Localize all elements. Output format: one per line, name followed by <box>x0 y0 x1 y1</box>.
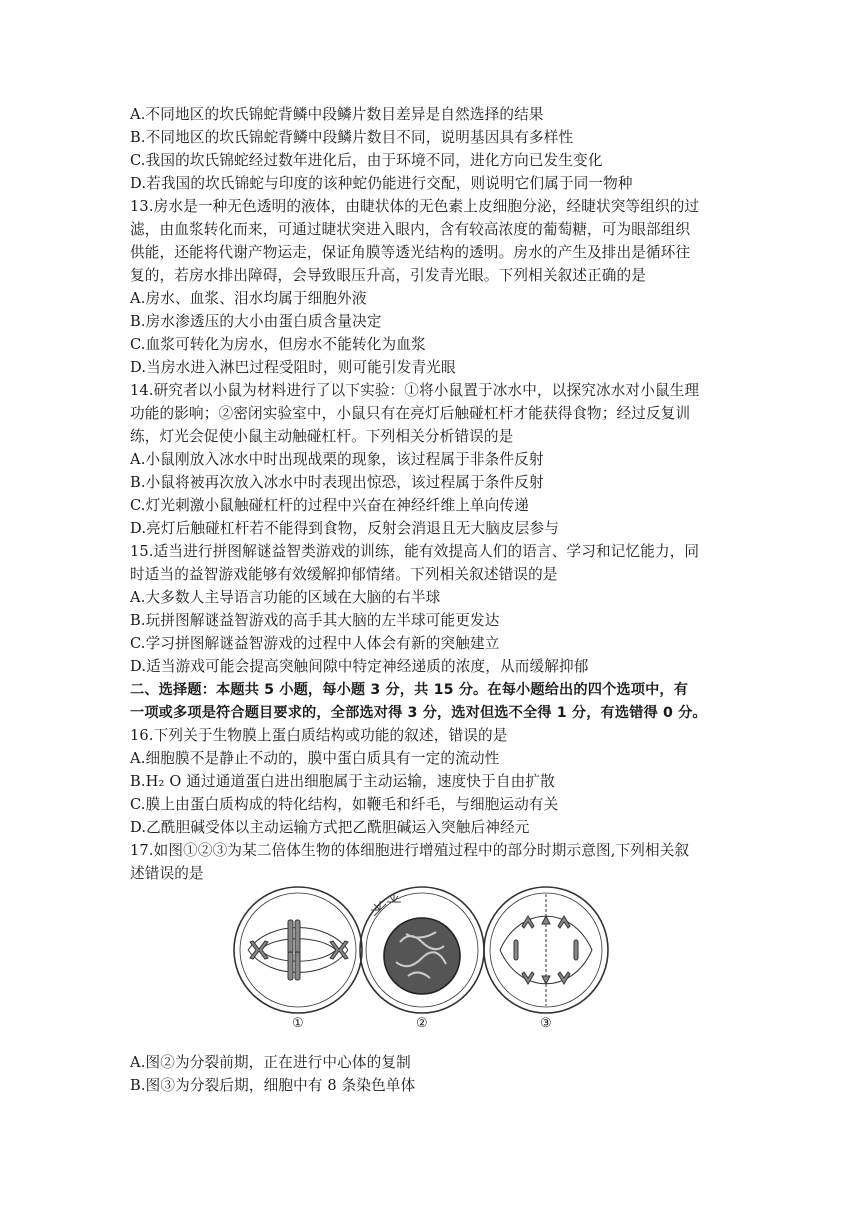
option-15a: A.大多数人主导语言功能的区域在大脑的右半球 <box>130 589 441 606</box>
option-12b: B.不同地区的坎氏锦蛇背鳞中段鳞片数目不同，说明基因具有多样性 <box>130 129 574 146</box>
cell-division-figure <box>230 880 610 1040</box>
question-14-line-3: 练，灯光会促使小鼠主动触碰杠杆。下列相关分析错误的是 <box>130 428 514 445</box>
section-2-heading-line-1: 二、选择题：本题共 5 小题，每小题 3 分，共 15 分。在每小题给出的四个选项中，有 <box>130 682 689 698</box>
option-14c: C.灯光刺激小鼠触碰杠杆的过程中兴奋在神经纤维上单向传递 <box>130 497 529 514</box>
cell-3-anaphase <box>484 887 608 1013</box>
figure-label-1: ① <box>292 1016 304 1031</box>
question-17-line-2: 述错误的是 <box>130 865 204 882</box>
option-13c: C.血浆可转化为房水，但房水不能转化为血浆 <box>130 336 426 353</box>
option-15d: D.适当游戏可能会提高突触间隙中特定神经递质的浓度，从而缓解抑郁 <box>130 658 589 675</box>
option-16d: D.乙酰胆碱受体以主动运输方式把乙酰胆碱运入突触后神经元 <box>130 819 530 836</box>
option-14d: D.亮灯后触碰杠杆若不能得到食物，反射会消退且无大脑皮层参与 <box>130 520 559 537</box>
option-16b: B.H₂ O 通过通道蛋白进出细胞属于主动运输，速度快于自由扩散 <box>130 773 555 790</box>
question-17-line-1: 17.如图①②③为某二倍体生物的体细胞进行增殖过程中的部分时期示意图,下列相关叙 <box>130 842 690 859</box>
cell-1-metaphase <box>234 887 362 1013</box>
question-13-line-3: 供能，还能将代谢产物运走，保证角膜等透光结构的透明。房水的产生及排出是循环往 <box>130 244 691 261</box>
question-13-line-4: 复的，若房水排出障碍，会导致眼压升高，引发青光眼。下列相关叙述正确的是 <box>130 267 647 284</box>
option-14a: A.小鼠刚放入冰水中时出现战栗的现象，该过程属于非条件反射 <box>130 451 544 468</box>
question-13-line-1: 13.房水是一种无色透明的液体，由睫状体的无色素上皮细胞分泌，经睫状突等组织的过 <box>130 198 700 215</box>
figure-label-2: ② <box>416 1016 428 1031</box>
figure-label-3: ③ <box>540 1016 552 1031</box>
cell-2-prophase <box>360 887 484 1013</box>
option-14b: B.小鼠将被再次放入冰水中时表现出惊恐，该过程属于条件反射 <box>130 474 544 491</box>
option-17b: B.图③为分裂后期，细胞中有 8 条染色单体 <box>130 1077 416 1094</box>
option-16a: A.细胞膜不是静止不动的，膜中蛋白质具有一定的流动性 <box>130 750 500 767</box>
option-13a: A.房水、血浆、泪水均属于细胞外液 <box>130 290 367 307</box>
question-15-line-1: 15.适当进行拼图解谜益智类游戏的训练，能有效提高人们的语言、学习和记忆能力，同 <box>130 543 700 560</box>
option-12a: A.不同地区的坎氏锦蛇背鳞中段鳞片数目差异是自然选择的结果 <box>130 106 544 123</box>
section-2-heading-line-2: 一项或多项是符合题目要求的，全部选对得 3 分，选对但选不全得 1 分，有选错得 0 分。 <box>130 705 707 721</box>
option-16c: C.膜上由蛋白质构成的特化结构，如鞭毛和纤毛，与细胞运动有关 <box>130 796 559 813</box>
question-16: 16.下列关于生物膜上蛋白质结构或功能的叙述，错误的是 <box>130 727 508 744</box>
option-13b: B.房水渗透压的大小由蛋白质含量决定 <box>130 313 382 330</box>
question-14-line-1: 14.研究者以小鼠为材料进行了以下实验：①将小鼠置于冰水中，以探究冰水对小鼠生理 <box>130 382 700 399</box>
question-13-line-2: 滤，由血浆转化而来，可通过睫状突进入眼内，含有较高浓度的葡萄糖，可为眼部组织 <box>130 221 691 238</box>
option-15b: B.玩拼图解谜益智游戏的高手其大脑的左半球可能更发达 <box>130 612 500 629</box>
option-13d: D.当房水进入淋巴过程受阻时，则可能引发青光眼 <box>130 359 456 376</box>
option-12d: D.若我国的坎氏锦蛇与印度的该种蛇仍能进行交配，则说明它们属于同一物种 <box>130 175 633 192</box>
option-17a: A.图②为分裂前期，正在进行中心体的复制 <box>130 1054 411 1071</box>
option-12c: C.我国的坎氏锦蛇经过数年进化后，由于环境不同，进化方向已发生变化 <box>130 152 603 169</box>
question-15-line-2: 时适当的益智游戏能够有效缓解抑郁情绪。下列相关叙述错误的是 <box>130 566 558 583</box>
question-14-line-2: 功能的影响；②密闭实验室中，小鼠只有在亮灯后触碰杠杆才能获得食物；经过反复训 <box>130 405 691 422</box>
option-15c: C.学习拼图解谜益智游戏的过程中人体会有新的突触建立 <box>130 635 500 652</box>
